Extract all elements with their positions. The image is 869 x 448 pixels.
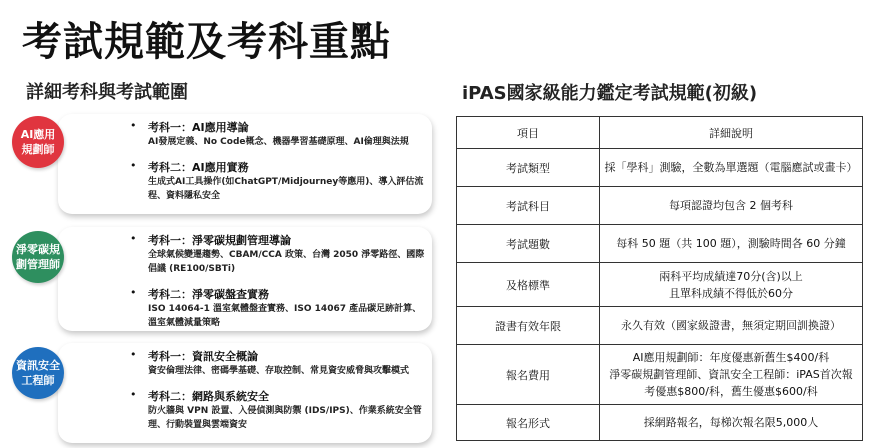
table-header-row: [457, 117, 863, 149]
category-badge-ai: AI應用 規劃師: [12, 116, 64, 168]
subject-title: • 考科一：資訊安全概論: [148, 350, 258, 363]
right-section-heading: iPAS國家級能力鑑定考試規範(初級): [462, 83, 758, 104]
subject-title: • 考科二：淨零碳盤查實務: [148, 288, 269, 301]
table-cell-item: 考試題數: [457, 225, 600, 263]
subject-description: 生成式AI工具操作(如ChatGPT/Midjourney等應用)、導入評估流程、資料隱私安全: [148, 177, 424, 201]
table-cell-item: 報名費用: [457, 345, 600, 405]
subject-list: [136, 349, 426, 443]
subject-list: [136, 233, 426, 341]
table-header-detail: 詳細說明: [600, 117, 863, 149]
page-title: 考試規範及考科重點: [22, 19, 391, 65]
category-card-ai: [12, 114, 432, 214]
subject-description: ISO 14064-1 溫室氣體盤查實務、ISO 14067 產品碳足跡計算、溫室氣體減量策略: [148, 304, 422, 328]
category-badge-net-zero: 淨零碳規 劃管理師: [12, 231, 64, 283]
subject-description: 防火牆與 VPN 設置、入侵偵測與防禦 (IDS/IPS)、作業系統安全管理、行動裝置與雲端資安: [148, 406, 422, 430]
subject-item: [136, 120, 426, 149]
category-badge-security: 資訊安全 工程師: [12, 347, 64, 399]
table-cell-detail: 永久有效（國家級證書，無須定期回訓換證）: [600, 307, 863, 345]
table-cell-item: 報名形式: [457, 405, 600, 441]
category-panel: [58, 114, 432, 214]
subject-item: [136, 233, 426, 276]
table-row: [457, 405, 863, 441]
exam-spec-table: [456, 116, 863, 441]
table-row: [457, 187, 863, 225]
category-card-net-zero: [12, 227, 432, 331]
table-header-item: 項目: [457, 117, 600, 149]
subject-title: • 考科一：淨零碳規劃管理導論: [148, 234, 291, 247]
table-row: [457, 345, 863, 405]
table-cell-detail: 採「學科」測驗，全數為單選題（電腦應試或畫卡）: [600, 149, 863, 187]
subject-title: • 考科二：AI應用實務: [148, 161, 249, 174]
subject-description: 全球氣候變遷趨勢、CBAM/CCA 政策、台灣 2050 淨零路徑、國際倡議 (RE100/SBTi): [148, 250, 425, 274]
table-cell-detail: AI應用規劃師：年度優惠新舊生$400/科 淨零碳規劃管理師、資訊安全工程師：iPAS首次報 考優惠$800/科，舊生優惠$600/科: [600, 345, 863, 405]
subject-list: [136, 120, 426, 214]
table-cell-item: 證書有效年限: [457, 307, 600, 345]
subject-description: AI發展定義、No Code概念、機器學習基礎原理、AI倫理與法規: [148, 137, 409, 147]
table-cell-item: 及格標準: [457, 263, 600, 307]
table-row: [457, 149, 863, 187]
left-section-heading: 詳細考科與考試範圍: [26, 82, 188, 103]
table-cell-item: 考試類型: [457, 149, 600, 187]
category-panel: [58, 227, 432, 331]
table-row: [457, 307, 863, 345]
subject-description: 資安倫理法律、密碼學基礎、存取控制、常見資安威脅與攻擊模式: [148, 366, 410, 376]
subject-title: • 考科一：AI應用導論: [148, 121, 249, 134]
subject-item: [136, 349, 426, 378]
table-cell-detail: 每項認證均包含 2 個考科: [600, 187, 863, 225]
subject-item: [136, 389, 426, 432]
subject-item: [136, 160, 426, 203]
table-cell-detail: 兩科平均成績達70分(含)以上 且單科成績不得低於60分: [600, 263, 863, 307]
category-panel: [58, 343, 432, 443]
table-row: [457, 225, 863, 263]
category-card-security: [12, 343, 432, 443]
table-cell-detail: 採網路報名，每梯次報名限5,000人: [600, 405, 863, 441]
table-row: [457, 263, 863, 307]
subject-title: • 考科二：網路與系統安全: [148, 390, 269, 403]
table-cell-detail: 每科 50 題（共 100 題），測驗時間各 60 分鐘: [600, 225, 863, 263]
table-cell-item: 考試科目: [457, 187, 600, 225]
subject-item: [136, 287, 426, 330]
